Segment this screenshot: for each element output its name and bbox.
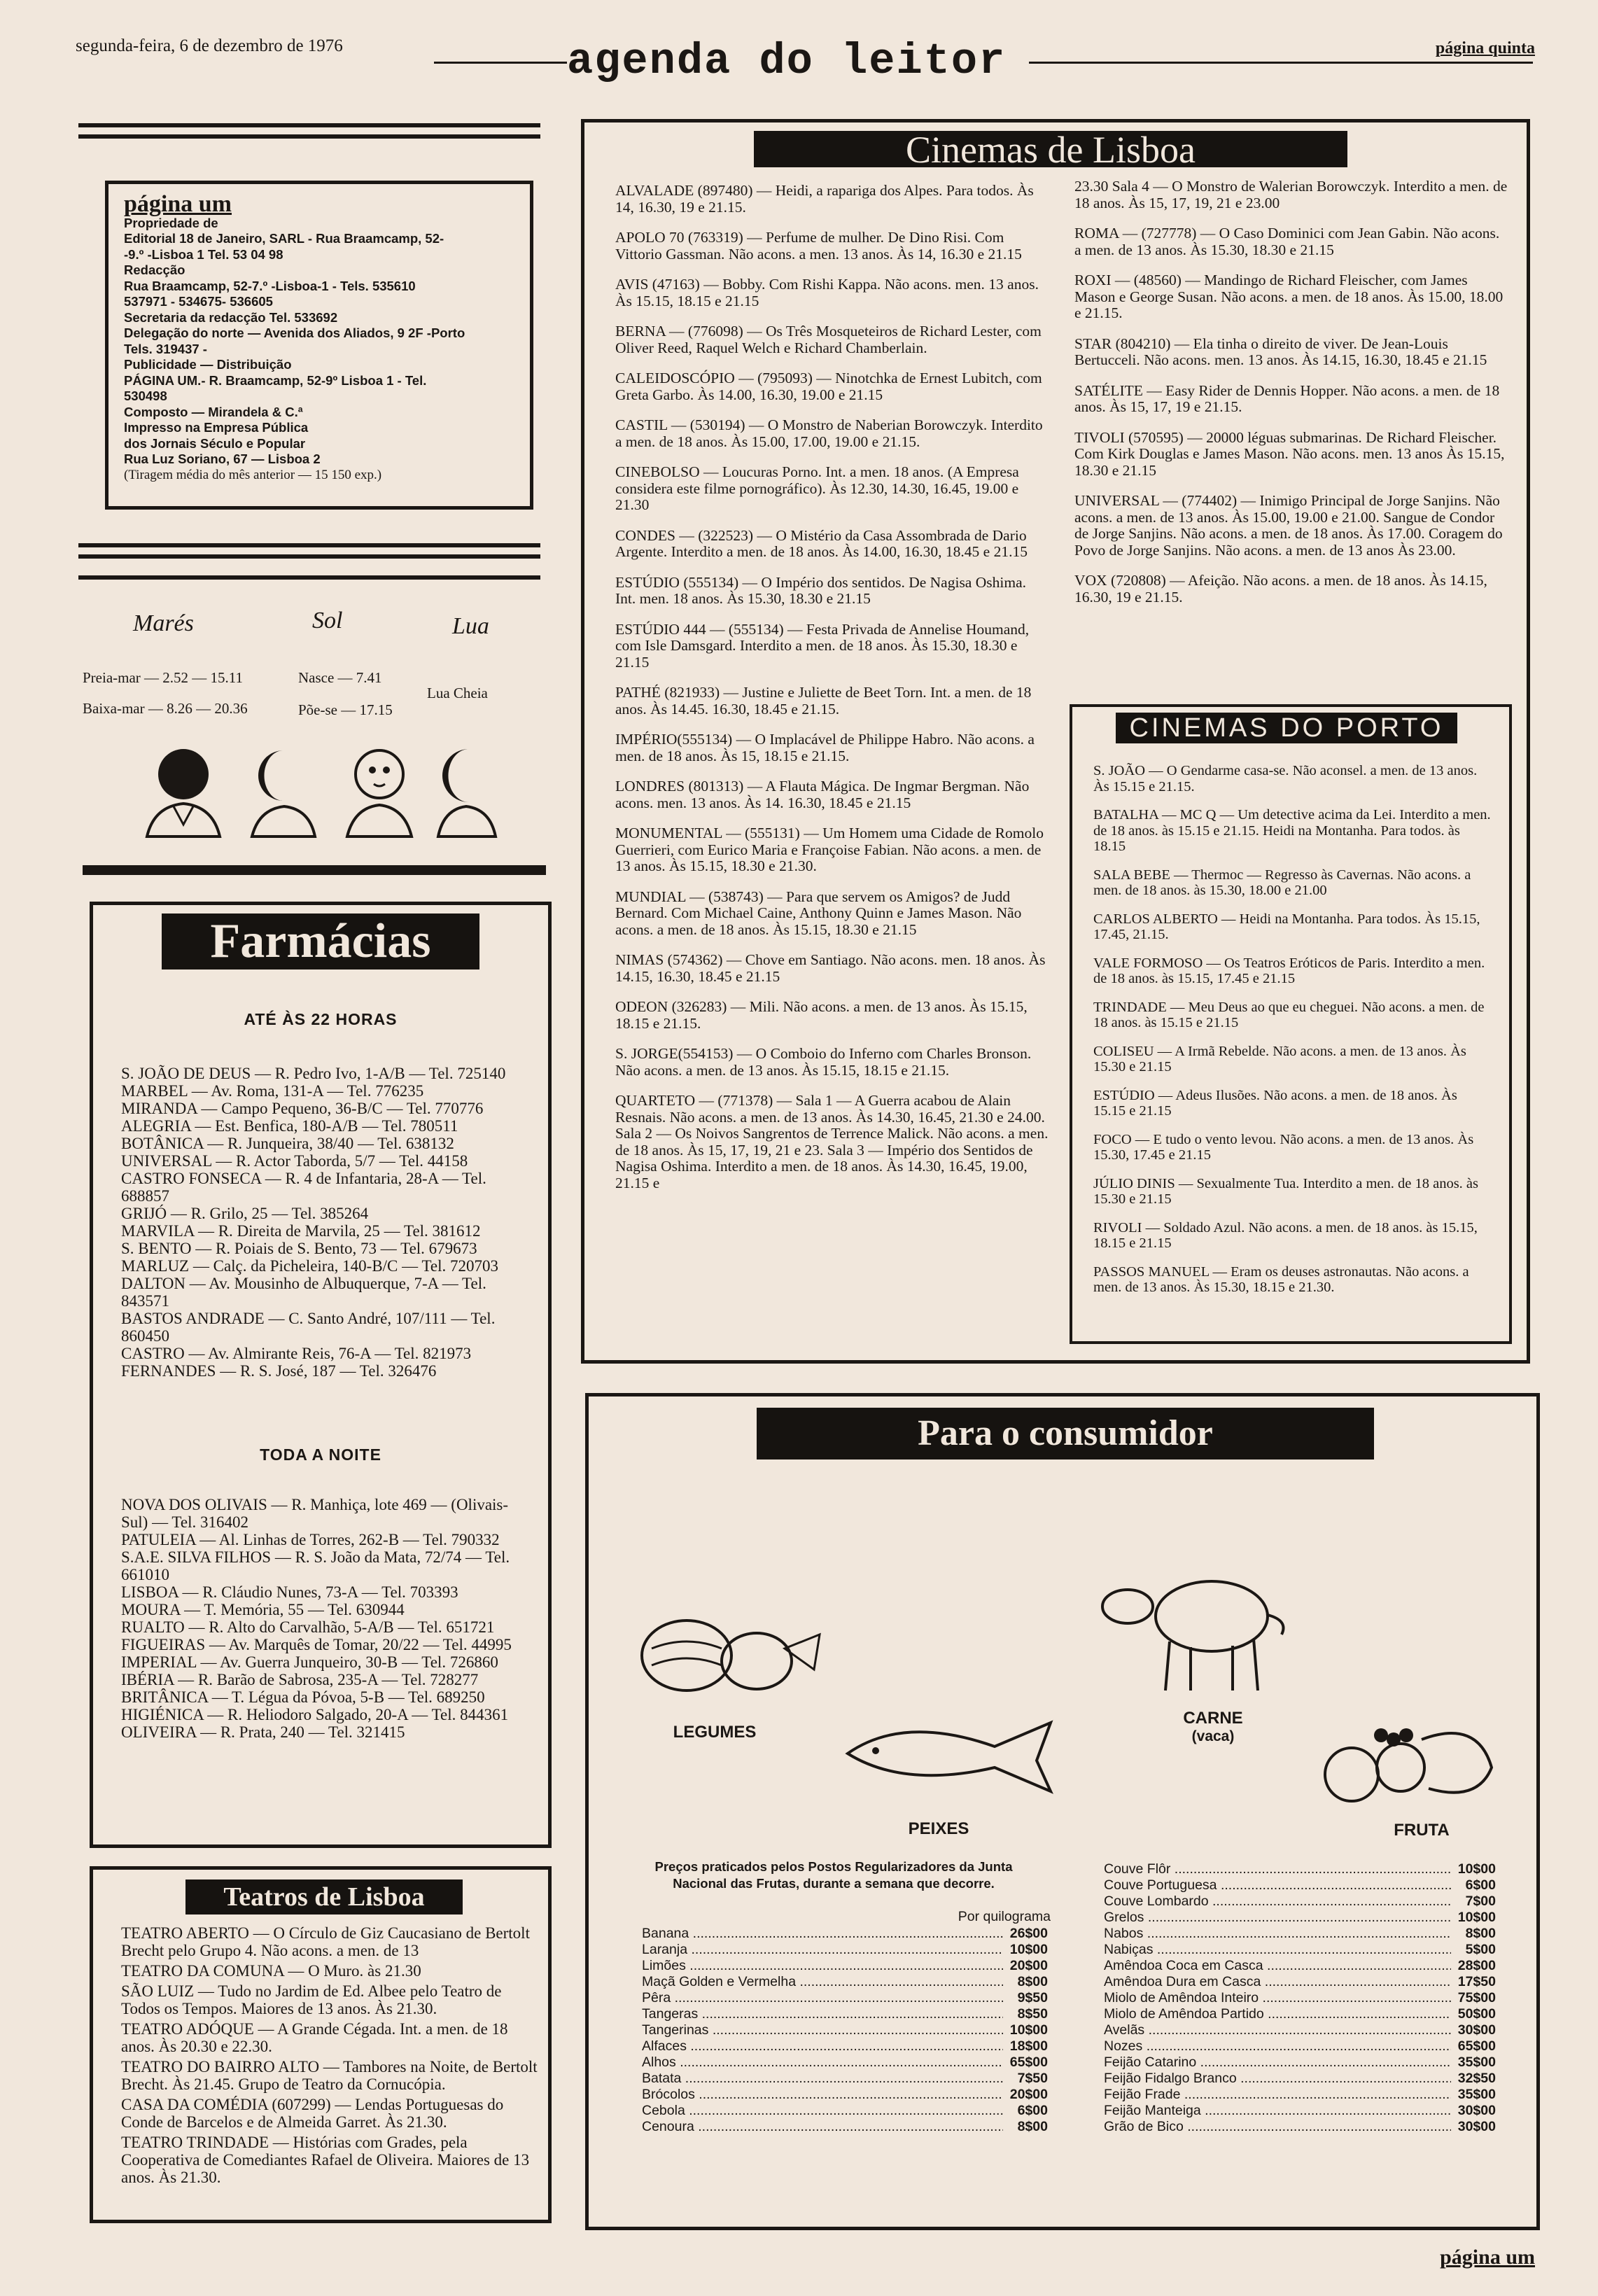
product-name: Grão de Bico ..... [1104, 2119, 1451, 2135]
pharmacy-item: LISBOA — R. Cláudio Nunes, 73-A — Tel. 703393 [121, 1583, 458, 1601]
header-rule-left [434, 62, 567, 64]
moon-heading: Lua [452, 613, 489, 639]
price-row [642, 2071, 1048, 2087]
theatre-item: TEATRO DA COMUNA — O Muro. às 21.30 [121, 1962, 421, 1980]
product-price: 65$00 [1009, 2054, 1048, 2070]
cinema-listing: SALA BEBE — Thermoc — Regresso às Cavernas. Não acons. a men. de 18 anos. às 15.30, 18.00 e 21.00 [1093, 867, 1471, 898]
credits-line: Rua Braamcamp, 52-7.º -Lisboa-1 - Tels. 535610 [124, 278, 416, 293]
product-price: 50$00 [1457, 2006, 1496, 2022]
pharmacy-item: MARVILA — R. Direita de Marvila, 25 — Tel. 381612 [121, 1222, 481, 1240]
cinema-listing: S. JOÃO — O Gendarme casa-se. Não aconsel. a men. de 13 anos. Às 15.15 e 21.15. [1093, 763, 1478, 794]
product-price: 5$00 [1465, 1942, 1496, 1957]
price-unit: Por quilograma [958, 1909, 1051, 1924]
product-price: 6$00 [1465, 1877, 1496, 1893]
product-price: 10$00 [1457, 1861, 1496, 1877]
product-name: Couve Portuguesa ..... [1104, 1877, 1451, 1893]
cinema-listing: APOLO 70 (763319) — Perfume de mulher. De Dino Risi. Com Vittorio Gassman. Não acons. a men. 13 anos. Às 14, 16.30 e 21.15 [615, 229, 1022, 262]
product-price: 75$00 [1457, 1990, 1496, 2005]
product-price: 30$00 [1457, 2103, 1496, 2118]
tiragem: (Tiragem média do mês anterior — 15 150 exp.) [124, 467, 382, 482]
fruit-icon [1317, 1712, 1506, 1816]
porto-cinemas-title: CINEMAS DO PORTO [1116, 713, 1457, 743]
vegetables-icon [631, 1606, 827, 1704]
cinema-listing: JÚLIO DINIS — Sexualmente Tua. Interdito a men. de 18 anos. às 15.30 e 21.15 [1093, 1175, 1478, 1207]
credits-line: Impresso na Empresa Pública [124, 420, 309, 435]
cinema-listing: UNIVERSAL — (774402) — Inimigo Principal de Jorge Sanjins. Não acons. a men. de 13 anos. Às 15.00, 19.00 e 21.00. Sangue de Condor de Jorge Sanjins. Não acons. a men. de 18 anos. Às 17.00. Coragem do Povo de Jorge Sanjins. Não acons. a men. de 13 anos Às 23.00. [1074, 492, 1503, 559]
price-row [1104, 2022, 1496, 2038]
meat-subtitle: (vaca) [1191, 1728, 1235, 1744]
pharmacy-item: BASTOS ANDRADE — C. Santo André, 107/111 — Tel. 860450 [121, 1310, 496, 1345]
low-tide: Baixa-mar — 8.26 — 20.36 [83, 700, 248, 717]
product-name: Pêra ..... [642, 1990, 1003, 2006]
divider [78, 543, 540, 547]
consumer-title: Para o consumidor [757, 1408, 1374, 1460]
divider [83, 865, 546, 875]
product-name: Nozes ..... [1104, 2038, 1451, 2054]
product-name: Feijão Manteiga ..... [1104, 2103, 1451, 2119]
product-name: Tangeras ..... [642, 2006, 1003, 2022]
moon-phases-illustration [140, 742, 532, 840]
price-row [1104, 1861, 1496, 1877]
pharmacy-item: FIGUEIRAS — Av. Marquês de Tomar, 20/22 — Tel. 44995 [121, 1636, 512, 1653]
cinema-listing: RIVOLI — Soldado Azul. Não acons. a men. de 18 anos. às 15.15, 18.15 e 21.15 [1093, 1219, 1478, 1251]
credits-line: Delegação do norte — Avenida dos Aliados, 9 2F -Porto [124, 326, 465, 340]
pharmacy-item: BRITÂNICA — T. Légua da Póvoa, 5-B — Tel. 689250 [121, 1688, 485, 1706]
product-price: 10$00 [1457, 1910, 1496, 1925]
credits-line: Propriedade de [124, 215, 218, 230]
price-row [1104, 2006, 1496, 2022]
product-price: 30$00 [1457, 2119, 1496, 2134]
product-price: 8$00 [1465, 1926, 1496, 1941]
product-price: 7$50 [1017, 2071, 1048, 2086]
product-name: Brócolos ..... [642, 2087, 1003, 2103]
fish-icon [841, 1718, 1065, 1795]
lisbon-cinemas-title: Cinemas de Lisboa [754, 131, 1347, 167]
price-row [1104, 1926, 1496, 1942]
pharmacy-item: CASTRO FONSECA — R. 4 de Infantaria, 28-A — Tel. 688857 [121, 1170, 486, 1205]
product-price: 35$00 [1457, 2054, 1496, 2070]
product-name: Cebola ..... [642, 2103, 1003, 2119]
cinema-listing: MUNDIAL — (538743) — Para que servem os Amigos? de Judd Bernard. Com Michael Caine, Anthony Quinn e James Mason. Não acons. a men. de 18 anos. Às 15.15, 18.30 e 21.15 [615, 888, 1022, 938]
lisbon-cinemas-column-1 [615, 183, 1049, 1205]
product-name: Batata ..... [642, 2071, 1003, 2087]
price-row [1104, 1910, 1496, 1926]
price-row [1104, 2087, 1496, 2103]
cinema-listing: CALEIDOSCÓPIO — (795093) — Ninotchka de Ernest Lubitch, com Greta Garbo. Às 14.00, 16.30, 19.00 e 21.15 [615, 370, 1042, 403]
credits-line: PÁGINA UM.- R. Braamcamp, 52-9º Lisboa 1 - Tel. [124, 372, 427, 388]
credits-line: dos Jornais Século e Popular [124, 435, 306, 451]
pharmacy-item: MARBEL — Av. Roma, 131-A — Tel. 776235 [121, 1082, 424, 1100]
product-name: Feijão Catarino ..... [1104, 2054, 1451, 2071]
divider [78, 554, 540, 559]
product-price: 8$00 [1017, 2119, 1048, 2134]
price-row [1104, 2071, 1496, 2087]
product-price: 65$00 [1457, 2038, 1496, 2054]
pharmacy-item: GRIJÓ — R. Grilo, 25 — Tel. 385264 [121, 1205, 369, 1222]
product-price: 28$00 [1457, 1958, 1496, 1973]
cinema-listing: S. JORGE(554153) — O Comboio do Inferno com Charles Bronson. Não acons. a men. de 13 anos. Às 15.15, 18.15 e 21.15. [615, 1045, 1032, 1079]
price-row [1104, 2038, 1496, 2054]
cinema-listing: CINEBOLSO — Loucuras Porno. Int. a men. 18 anos. (A Empresa considera este filme pornográfico). Às 12.30, 14.30, 16.45, 19.00 e 21.30 [615, 463, 1019, 513]
pharmacy-item: DALTON — Av. Mousinho de Albuquerque, 7-A — Tel. 843571 [121, 1275, 486, 1310]
theatres-title: Teatros de Lisboa [185, 1879, 463, 1914]
product-price: 10$00 [1009, 1942, 1048, 1957]
price-row [1104, 1942, 1496, 1958]
credits-line: Redacção [124, 262, 185, 277]
price-row [642, 2087, 1048, 2103]
moon-phase: Lua Cheia [427, 685, 488, 701]
price-row [642, 1926, 1048, 1942]
pharmacy-item: HIGIÉNICA — R. Heliodoro Salgado, 20-A — Tel. 844361 [121, 1706, 509, 1723]
pharmacy-item: OLIVEIRA — R. Prata, 240 — Tel. 321415 [121, 1723, 405, 1741]
new-moon-face-icon [147, 749, 220, 836]
header-rule-right [1029, 62, 1533, 64]
divider [78, 575, 540, 580]
theatre-item: TEATRO DO BAIRRO ALTO — Tambores na Noite, de Bertolt Brecht. Às 21.45. Grupo de Teatro da Cornucópia. [121, 2058, 538, 2093]
credits-line: Composto — Mirandela & C.ª [124, 404, 303, 419]
theatres-list [121, 1924, 541, 2189]
full-moon-face-icon [347, 750, 412, 836]
product-price: 26$00 [1009, 1926, 1048, 1941]
product-name: Feijão Fidalgo Branco ..... [1104, 2071, 1451, 2087]
cinema-listing: FOCO — E tudo o vento levou. Não acons. a men. de 13 anos. Às 15.30, 17.45 e 21.15 [1093, 1131, 1474, 1163]
credits-line: Tels. 319437 - [124, 341, 207, 356]
credits-line: 537971 - 534675- 536605 [124, 294, 273, 309]
product-name: Miolo de Amêndoa Inteiro ..... [1104, 1990, 1451, 2006]
cinema-listing: VALE FORMOSO — Os Teatros Eróticos de Paris. Interdito a men. de 18 anos. às 15.15, 17.45 e 21.15 [1093, 955, 1485, 986]
product-name: Miolo de Amêndoa Partido ..... [1104, 2006, 1451, 2022]
credits-line: Editorial 18 de Janeiro, SARL - Rua Braamcamp, 52- [124, 231, 444, 246]
cinema-listing: CASTIL — (530194) — O Monstro de Naberian Borowczyk. Interdito a men. de 18 anos. Às 15.00, 17.00, 19.00 e 21.15. [615, 416, 1043, 450]
cinema-listing: ESTÚDIO 444 — (555134) — Festa Privada de Annelise Houmand, com Isle Damsgard. Interdito a men. de 18 anos. Às 15.30, 18.30 e 21.15 [615, 620, 1030, 671]
footer-logo: página um [1440, 2246, 1535, 2269]
page-title: agenda do leitor [567, 36, 1007, 86]
pharmacies-until-22-list [121, 1065, 527, 1380]
fruit-label: FRUTA [1394, 1821, 1450, 1840]
theatre-item: TEATRO TRINDADE — Histórias com Grades, pela Cooperativa de Comediantes Rafael de Oliveira. Maiores de 13 anos. Às 21.30. [121, 2134, 530, 2186]
sun-heading: Sol [312, 608, 343, 634]
product-name: Amêndoa Dura em Casca ..... [1104, 1974, 1451, 1990]
divider [78, 134, 540, 139]
pharmacy-item: S. JOÃO DE DEUS — R. Pedro Ivo, 1-A/B — Tel. 725140 [121, 1065, 506, 1082]
price-row [1104, 1958, 1496, 1974]
product-price: 8$00 [1017, 1974, 1048, 1989]
product-name: Tangerinas ..... [642, 2022, 1003, 2038]
pharmacy-item: UNIVERSAL — R. Actor Taborda, 5/7 — Tel. 44158 [121, 1152, 468, 1170]
price-row [1104, 1877, 1496, 1893]
price-row [1104, 2119, 1496, 2135]
pharmacies-title: Farmácias [162, 913, 479, 969]
cinema-listing: IMPÉRIO(555134) — O Implacável de Philippe Habro. Não acons. a men. de 18 anos. Às 15, 18.15 e 21.15. [615, 731, 1035, 764]
price-row [1104, 2054, 1496, 2071]
product-price: 17$50 [1457, 1974, 1496, 1989]
cinema-listing: PASSOS MANUEL — Eram os deuses astronautas. Não acons. a men. de 13 anos. Às 15.30, 18.15 e 21.30. [1093, 1264, 1469, 1295]
pharmacy-item: IBÉRIA — R. Barão de Sabrosa, 235-A — Tel. 728277 [121, 1671, 479, 1688]
sunset: Põe-se — 17.15 [298, 701, 393, 718]
credits-line: Rua Luz Soriano, 67 — Lisboa 2 [124, 451, 321, 466]
cinema-listing: NIMAS (574362) — Chove em Santiago. Não acons. men. 18 anos. Às 14.15, 16.30, 18.45 e 21.15 [615, 951, 1046, 985]
price-list-left [642, 1926, 1048, 2135]
product-price: 32$50 [1457, 2071, 1496, 2086]
cinema-listing: CONDES — (322523) — O Mistério da Casa Assombrada de Dario Argente. Interdito a men. de 18 anos. Às 14.00, 16.30, 18.45 e 21.15 [615, 526, 1028, 560]
price-row [1104, 1990, 1496, 2006]
cinema-listing: ODEON (326283) — Mili. Não acons. a men. de 13 anos. Às 15.15, 18.15 e 21.15. [615, 998, 1028, 1032]
page-number: página quinta [1435, 39, 1535, 57]
cinema-listing: STAR (804210) — Ela tinha o direito de viver. De Jean-Louis Bertucceli. Não acons. men. 13 anos. Às 14.15, 16.30, 18.45 e 21.15 [1074, 335, 1487, 368]
meat-label: CARNE [1183, 1709, 1243, 1728]
cinema-listing: VOX (720808) — Afeição. Não acons. a men. de 18 anos. Às 14.15, 16.30, 19 e 21.15. [1074, 572, 1487, 606]
porto-cinemas-box [1070, 704, 1512, 1344]
price-row [642, 2103, 1048, 2119]
vegetables-label: LEGUMES [673, 1723, 757, 1742]
masthead-credits [105, 181, 533, 510]
theatre-item: TEATRO ADÓQUE — A Grande Cégada. Int. a men. de 18 anos. Às 20.30 e 22.30. [121, 2020, 508, 2055]
product-name: Couve Flôr ..... [1104, 1861, 1451, 1877]
pharmacy-item: MIRANDA — Campo Pequeno, 36-B/C — Tel. 770776 [121, 1100, 484, 1117]
price-note: Preços praticados pelos Postos Regularizadores da Junta Nacional das Frutas, durante a semana que decorre. [654, 1859, 1013, 1891]
price-row [642, 2054, 1048, 2071]
lisbon-cinemas-column-2 [1074, 178, 1508, 620]
credits-lines [124, 216, 514, 468]
product-name: Amêndoa Coca em Casca ..... [1104, 1958, 1451, 1974]
cinema-listing: BATALHA — MC Q — Um detective acima da Lei. Interdito a men. de 18 anos. às 15.15 e 21.15. Heidi na Montanha. Para todos. às 18.15 [1093, 807, 1491, 854]
divider [78, 123, 540, 127]
theatre-item: CASA DA COMÉDIA (607299) — Lendas Portuguesas do Conde de Barcelos e de Almeida Garret. Às 21.30. [121, 2096, 504, 2131]
pharmacy-item: NOVA DOS OLIVAIS — R. Manhiça, lote 469 — (Olivais-Sul) — Tel. 316402 [121, 1496, 509, 1531]
credits-line: Secretaria da redacção Tel. 533692 [124, 309, 338, 325]
cinema-listing: ROMA — (727778) — O Caso Dominici com Jean Gabin. Não acons. a men. de 13 anos. Às 15.30, 18.30 e 21.15 [1074, 225, 1500, 258]
pharmacies-all-night-list [121, 1496, 527, 1741]
crescent-moon-face-icon [252, 750, 315, 836]
masthead-logo: página um [124, 191, 232, 217]
cinema-listing: TRINDADE — Meu Deus ao que eu cheguei. Não acons. a men. de 18 anos. às 15.15 e 21.15 [1093, 999, 1485, 1030]
until-22-heading: ATÉ ÀS 22 HORAS [244, 1010, 398, 1028]
pharmacy-item: S. BENTO — R. Poiais de S. Bento, 73 — Tel. 679673 [121, 1240, 477, 1257]
product-name: Nabiças ..... [1104, 1942, 1451, 1958]
price-row [642, 2022, 1048, 2038]
product-price: 20$00 [1009, 1958, 1048, 1973]
product-price: 18$00 [1009, 2038, 1048, 2054]
product-price: 20$00 [1009, 2087, 1048, 2102]
cinema-listing: AVIS (47163) — Bobby. Com Rishi Kappa. Não acons. men. 13 anos. Às 15.15, 18.15 e 21.15 [615, 276, 1039, 309]
price-row [1104, 2103, 1496, 2119]
credits-line: Publicidade — Distribuição [124, 357, 292, 372]
product-name: Maçã Golden e Vermelha ..... [642, 1974, 1003, 1990]
product-price: 8$50 [1017, 2006, 1048, 2022]
price-row [1104, 1893, 1496, 1910]
all-night-heading: TODA A NOITE [260, 1446, 381, 1464]
porto-cinemas-list [1093, 763, 1492, 1308]
product-price: 10$00 [1009, 2022, 1048, 2038]
cinema-listing: ESTÚDIO — Adeus Ilusões. Não acons. a men. de 18 anos. Às 15.15 e 21.15 [1093, 1087, 1457, 1119]
price-row [642, 2006, 1048, 2022]
cow-icon [1093, 1572, 1296, 1698]
product-price: 35$00 [1457, 2087, 1496, 2102]
pharmacy-item: RUALTO — R. Alto do Carvalhão, 5-A/B — Tel. 651721 [121, 1618, 495, 1636]
cinema-listing: 23.30 Sala 4 — O Monstro de Walerian Borowczyk. Interdito a men. de 18 anos. Às 15, 17, 19, 21 e 23.00 [1074, 178, 1508, 211]
product-name: Alhos ..... [642, 2054, 1003, 2071]
theatre-item: SÃO LUIZ — Tudo no Jardim de Ed. Albee pelo Teatro de Todos os Tempos. Maiores de 13 anos. Às 21.30. [121, 1982, 502, 2017]
cinema-listing: COLISEU — A Irmã Rebelde. Não acons. a men. de 13 anos. Às 15.30 e 21.15 [1093, 1043, 1466, 1074]
product-name: Laranja ..... [642, 1942, 1003, 1958]
product-price: 9$50 [1017, 1990, 1048, 2005]
credits-line: 530498 [124, 388, 167, 403]
product-price: 7$00 [1465, 1893, 1496, 1909]
cinema-listing: BERNA — (776098) — Os Três Mosqueteiros de Richard Lester, com Oliver Reed, Raquel Welch e Richard Chamberlain. [615, 323, 1042, 356]
cinema-listing: ROXI — (48560) — Mandingo de Richard Fleischer, com James Mason e George Susan. Não acons. a men. de 18 anos. Às 15.00, 18.00 e 21.15. [1074, 272, 1504, 321]
pharmacy-item: S.A.E. SILVA FILHOS — R. S. João da Mata, 72/74 — Tel. 661010 [121, 1548, 510, 1583]
price-row [1104, 1974, 1496, 1990]
cinema-listing: MONUMENTAL — (555131) — Um Homem uma Cidade de Romolo Guerrieri, com Eurico Maria e Françoise Fabian. Não acons. a men. de 13 anos. Às 15.15, 18.30 e 21.30. [615, 825, 1044, 874]
price-row [642, 1990, 1048, 2006]
fish-label: PEIXES [908, 1819, 969, 1838]
product-name: Feijão Frade ..... [1104, 2087, 1451, 2103]
cinema-listing: CARLOS ALBERTO — Heidi na Montanha. Para todos. Às 15.15, 17.45, 21.15. [1093, 911, 1480, 942]
product-name: Cenoura ..... [642, 2119, 1003, 2135]
theatre-item: TEATRO ABERTO — O Círculo de Giz Caucasiano de Bertolt Brecht pelo Grupo 4. Não acons. a men. de 13 [121, 1924, 530, 1959]
cinema-listing: QUARTETO — (771378) — Sala 1 — A Guerra acabou de Alain Resnais. Não acons. a men. de 13 anos. Às 14.30, 16.45, 21.30 e 24.00. Sala 2 — Os Noivos Sangrentos de Terrence Malick. Não acons. a men. de 18 anos. Às 15, 17, 19, 21 e 23. Sala 3 — Império dos Sentidos de Nagisa Oshima. Interdito a men. de 18 anos. Às 14.30, 16.45, 19.00, 21.15 e [615, 1092, 1049, 1191]
product-name: Nabos ..... [1104, 1926, 1451, 1942]
high-tide: Preia-mar — 2.52 — 15.11 [83, 669, 244, 686]
price-list-right [1104, 1861, 1496, 2135]
price-row [642, 1942, 1048, 1958]
pharmacy-item: ALEGRIA — Est. Benfica, 180-A/B — Tel. 780511 [121, 1117, 458, 1135]
product-price: 6$00 [1017, 2103, 1048, 2118]
credits-line: -9.º -Lisboa 1 Tel. 53 04 98 [124, 246, 283, 262]
product-name: Avelãs ..... [1104, 2022, 1451, 2038]
pharmacy-item: PATULEIA — Al. Linhas de Torres, 262-B — Tel. 790332 [121, 1531, 500, 1548]
sunrise: Nasce — 7.41 [298, 669, 382, 686]
theatres-box [90, 1866, 552, 2223]
cinema-listing: LONDRES (801313) — A Flauta Mágica. De Ingmar Bergman. Não acons. men. 13 anos. Às 14. 16.30, 18.45 e 21.15 [615, 778, 1030, 811]
product-name: Grelos ..... [1104, 1910, 1451, 1926]
price-row [642, 2038, 1048, 2054]
product-name: Limões ..... [642, 1958, 1003, 1974]
pharmacy-item: CASTRO — Av. Almirante Reis, 76-A — Tel. 821973 [121, 1345, 472, 1362]
cinema-listing: TIVOLI (570595) — 20000 léguas submarinas. De Richard Fleischer. Com Kirk Douglas e James Mason. Não acons. men. 13 anos Às 15.15, 18.30 e 21.15 [1074, 428, 1505, 479]
pharmacy-item: FERNANDES — R. S. José, 187 — Tel. 326476 [121, 1362, 437, 1380]
pharmacies-box [90, 902, 552, 1848]
product-name: Banana ..... [642, 1926, 1003, 1942]
product-name: Alfaces ..... [642, 2038, 1003, 2054]
cinema-listing: ESTÚDIO (555134) — O Império dos sentidos. De Nagisa Oshima. Int. men. 18 anos. Às 15.30, 18.30 e 21.15 [615, 573, 1026, 607]
price-row [642, 1974, 1048, 1990]
price-row [642, 2119, 1048, 2135]
cinema-listing: SATÉLITE — Easy Rider de Dennis Hopper. Não acons. a men. de 18 anos. Às 15, 17, 19 e 21.15. [1074, 382, 1500, 415]
pharmacy-item: BOTÂNICA — R. Junqueira, 38/40 — Tel. 638132 [121, 1135, 454, 1152]
pharmacy-item: MOURA — T. Memória, 55 — Tel. 630944 [121, 1601, 405, 1618]
pharmacy-item: MARLUZ — Calç. da Picheleira, 140-B/C — Tel. 720703 [121, 1257, 499, 1275]
consumer-prices-box [585, 1393, 1540, 2230]
tides-heading: Marés [133, 610, 194, 636]
price-row [642, 1958, 1048, 1974]
cinema-listing: PATHÉ (821933) — Justine e Juliette de Beet Torn. Int. a men. de 18 anos. Às 14.45. 16.30, 18.45 e 21.15. [615, 684, 1032, 718]
cinema-listing: ALVALADE (897480) — Heidi, a rapariga dos Alpes. Para todos. Às 14, 16.30, 19 e 21.15. [615, 182, 1034, 216]
product-price: 30$00 [1457, 2022, 1496, 2038]
pharmacy-item: IMPERIAL — Av. Guerra Junqueiro, 30-B — Tel. 726860 [121, 1653, 498, 1671]
waning-moon-face-icon [438, 749, 496, 836]
product-name: Couve Lombardo ..... [1104, 1893, 1451, 1910]
page-date: segunda-feira, 6 de dezembro de 1976 [76, 36, 343, 55]
